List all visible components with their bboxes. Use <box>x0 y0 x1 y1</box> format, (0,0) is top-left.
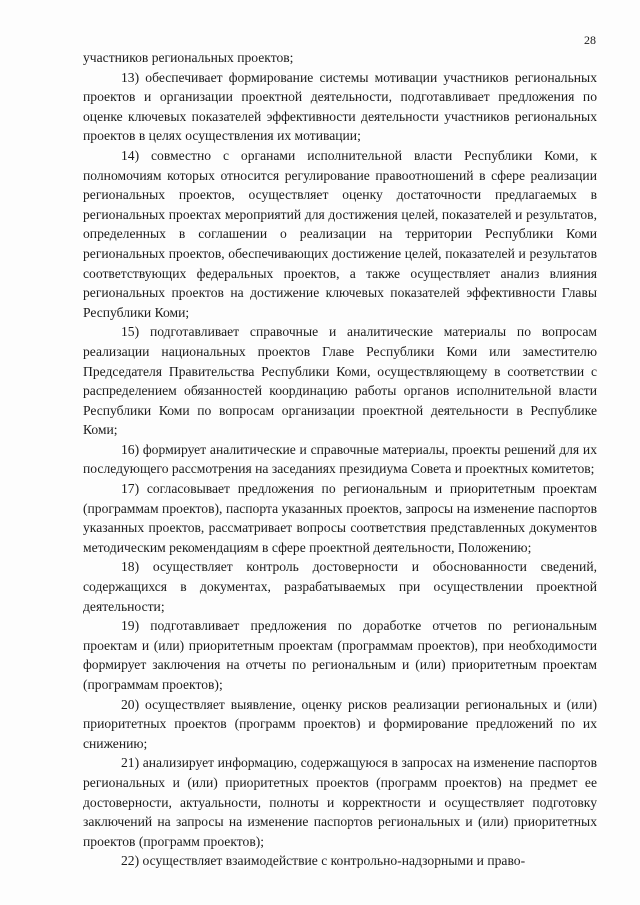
page-number: 28 <box>584 33 596 47</box>
paragraph: 17) согласовывает предложения по региональным и приоритетным проектам (программам проектов), паспорта указанных проектов, запросы на изменение паспортов указанных проектов, рассматривает вопросы соответствия представленных документов методическим рекомендациям в сфере проектной деятельности, Положению; <box>83 481 597 555</box>
paragraph: 20) осуществляет выявление, оценку рисков реализации региональных и (или) приоритетных проектов (программ проектов) и формирование предложений по их снижению; <box>83 696 597 751</box>
document-body <box>83 48 597 871</box>
paragraph: 21) анализирует информацию, содержащуюся в запросах на изменение паспортов региональных и (или) приоритетных проектов (программ проектов) на предмет ее достоверности, актуальности, полноты и корректности и осуществляет подготовку заключений на запросы на изменение паспортов региональных и (или) приоритетных проектов (программ проектов); <box>83 755 597 849</box>
paragraph: 19) подготавливает предложения по доработке отчетов по региональным проектам и (или) приоритетным проектам (программам проектов), при необходимости формирует заключения на отчеты по региональным и (или) приоритетным проектам (программам проектов); <box>83 618 597 692</box>
paragraph: 16) формирует аналитические и справочные материалы, проекты решений для их последующего рассмотрения на заседаниях президиума Совета и проектных комитетов; <box>83 441 597 477</box>
paragraph: 15) подготавливает справочные и аналитические материалы по вопросам реализации национальных проектов Главе Республики Коми или заместителю Председателя Правительства Республики Коми, осуществляющему в соответствии с распределением обязанностей координацию работы органов исполнительной власти Республики Коми по вопросам организации проектной деятельности в Республике Коми; <box>83 324 597 438</box>
paragraph: 18) осуществляет контроль достоверности и обоснованности сведений, содержащихся в документах, разрабатываемых при осуществлении проектной деятельности; <box>83 559 597 614</box>
paragraph: 13) обеспечивает формирование системы мотивации участников региональных проектов и организации проектной деятельности, подготавливает предложения по оценке ключевых показателей эффективности деятельности участников региональных проектов в целях осуществления их мотивации; <box>83 69 597 144</box>
paragraph: 22) осуществляет взаимодействие с контрольно-надзорными и право- <box>121 853 526 869</box>
paragraph: участников региональных проектов; <box>83 50 294 65</box>
paragraph: 14) совместно с органами исполнительной власти Республики Коми, к полномочиям которых относится регулирование правоотношений в сфере реализации региональных проектов, осуществляет оценку достаточности предлагаемых в региональных проектах мероприятий для достижения целей, показателей и результатов, определенных в соглашении о реализации на территории Республики Коми региональных проектов, обеспечивающих достижение целей, показателей и результатов соответствующих федеральных проектов, а также осуществляет анализ влияния региональных проектов на достижение ключевых показателей эффективности Главы Республики Коми; <box>83 147 597 320</box>
